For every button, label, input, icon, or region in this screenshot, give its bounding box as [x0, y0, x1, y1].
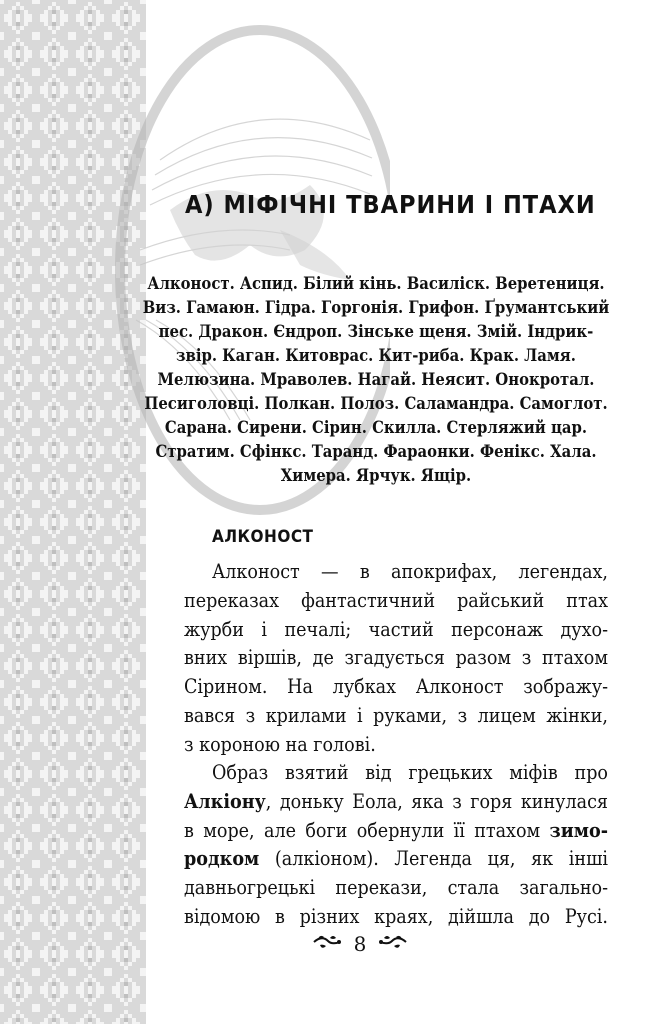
bold-term: зимо-: [549, 818, 608, 842]
creature-list-line: звір. Каган. Китоврас. Кит-риба. Крак. Ламя.: [176, 346, 576, 365]
creature-list-line: Стратим. Сфінкс. Таранд. Фараонки. Фенікс. Хала.: [155, 442, 597, 461]
creature-list-line: Сарана. Сирени. Сірин. Скилла. Стерляжий цар.: [164, 418, 588, 437]
text-line: вався з крилами і руками, з лицем жінки,: [184, 703, 608, 727]
text-line: з короною на голові.: [184, 732, 376, 756]
creature-list-line: Химера. Ярчук. Ящір.: [280, 466, 472, 485]
text-line: [184, 845, 608, 874]
creature-list-line: Виз. Гамаюн. Гідра. Горгонія. Грифон. Ґрумантський: [142, 298, 610, 317]
creature-list-line: Мелюзина. Мраволев. Нагай. Неясит. Онокротал.: [157, 370, 595, 389]
page-footer: [305, 928, 415, 960]
paragraph-2: [184, 759, 608, 932]
page-number: 8: [353, 932, 367, 956]
text-line: Образ взятий від грецьких міфів про: [212, 761, 608, 784]
text-line: Алконост — в апокрифах, легендах,: [212, 560, 608, 583]
text-fragment: (алкіоном). Легенда ця, як інші: [259, 847, 608, 871]
section-heading: А) МІФІЧНІ ТВАРИНИ І ПТАХИ: [185, 190, 596, 219]
text-line: давньогрецькі перекази, стала загально-: [184, 876, 608, 900]
text-line: відомою в різних краях, дійшла до Русі.: [184, 904, 608, 928]
text-line: переказах фантастичний райський птах: [184, 588, 608, 612]
creature-list-line: Песиголовці. Полкан. Полоз. Саламандра. Самоглот.: [144, 394, 608, 413]
creature-list: [140, 272, 612, 488]
text-line: [184, 817, 608, 846]
text-line: журби і печалі; частий персонаж духо-: [184, 617, 608, 641]
floral-flourish-icon: [378, 933, 408, 955]
bold-term: родком: [184, 847, 260, 871]
text-line: вних віршів, де згадується разом з птахом: [184, 646, 608, 670]
floral-flourish-icon: [312, 933, 342, 955]
text-fragment: в море, але боги обернули її птахом: [184, 818, 541, 842]
text-fragment: , доньку Еола, яка з горя кинулася: [265, 789, 608, 813]
bold-term: Алкіону: [184, 789, 266, 813]
creature-list-line: Алконост. Аспид. Білий кінь. Василіск. Веретениця.: [147, 274, 605, 293]
text-line: Сірином. На лубках Алконост зображу-: [184, 675, 608, 699]
entry-heading: АЛКОНОСТ: [212, 527, 314, 547]
paragraph-1: [184, 558, 608, 760]
text-line: [184, 788, 608, 817]
creature-list-line: пес. Дракон. Єндроп. Зінське щеня. Змій. Індрик-: [158, 322, 594, 341]
